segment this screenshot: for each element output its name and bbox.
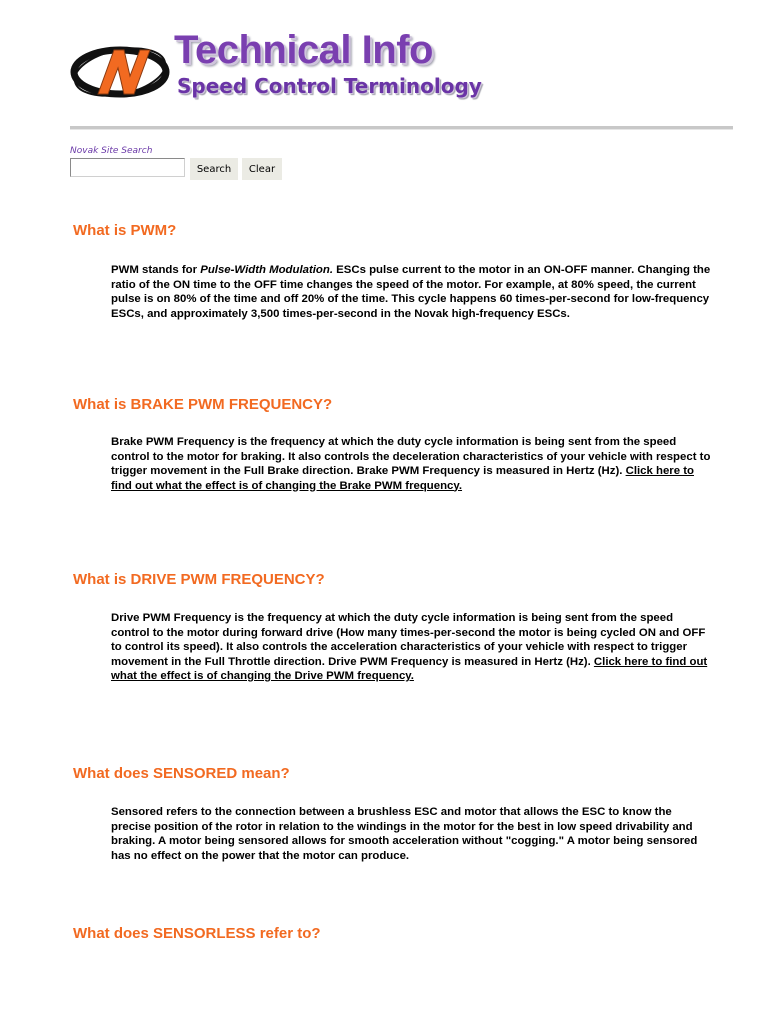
answer-text: PWM stands for <box>111 264 201 276</box>
answer-text: ESCs pulse current to the motor in an ON-OFF manner. Changing the ratio of the ON time to the OFF time changes the speed of the motor. For example, at 80% speed, the current pulse is on 80% of the time and off 20% of the time. This cycle happens 60 times-per-second for low-frequency ESCs, and approximately 3,500 times-per-second in the Novak high-frequency ESCs. <box>111 264 711 320</box>
brake-pwm-link[interactable]: Click here to find out what the effect is of changing the Brake PWM frequency. <box>111 465 694 492</box>
search-label: Novak Site Search <box>70 146 153 156</box>
answer-brake-pwm-frequency <box>111 435 711 493</box>
header-divider <box>70 126 733 130</box>
answer-sensored: Sensored refers to the connection between a brushless ESC and motor that allows the ESC to know the precise position of the rotor in relation to the windings in the motor for the best in low speed drivability and braking. A motor being sensored allows for smooth acceleration without "cogging." A motor being sensored has no effect on the power that the motor can produce. <box>111 806 698 862</box>
answer-pwm <box>111 263 711 321</box>
question-pwm: What is PWM? <box>73 222 177 239</box>
question-brake-pwm-frequency: What is BRAKE PWM FREQUENCY? <box>73 396 333 413</box>
answer-text: Brake PWM Frequency is the frequency at which the duty cycle information is being sent from the speed control to the motor for braking. It also controls the deceleration characteristics of your vehicle with respect to trigger movement in the Full Brake direction. Brake PWM Frequency is measured in Hertz (Hz). <box>111 436 711 477</box>
search-input[interactable] <box>70 158 185 177</box>
question-sensorless: What does SENSORLESS refer to? <box>73 925 321 942</box>
page-header <box>70 28 510 108</box>
answer-text: Drive PWM Frequency is the frequency at which the duty cycle information is being sent from the speed control to the motor during forward drive (How many times-per-second the motor is being cycled ON and OFF to control its speed). It also controls the acceleration characteristics of your vehicle with respect to trigger movement in the Full Throttle direction. Drive PWM Frequency is measured in Hertz (Hz). <box>111 612 706 668</box>
answer-drive-pwm-frequency <box>111 611 711 684</box>
question-sensored: What does SENSORED mean? <box>73 765 290 782</box>
page-subtitle: Speed Control Terminology <box>177 74 482 98</box>
novak-n-logo-icon <box>70 42 170 102</box>
page-title: Technical Info <box>174 28 433 72</box>
question-drive-pwm-frequency: What is DRIVE PWM FREQUENCY? <box>73 571 325 588</box>
answer-emphasis: Pulse-Width Modulation. <box>200 264 334 276</box>
drive-pwm-link[interactable]: Click here to find out what the effect is of changing the Drive PWM frequency. <box>111 655 708 682</box>
search-button[interactable]: Search <box>190 158 238 180</box>
clear-button[interactable]: Clear <box>242 158 282 180</box>
